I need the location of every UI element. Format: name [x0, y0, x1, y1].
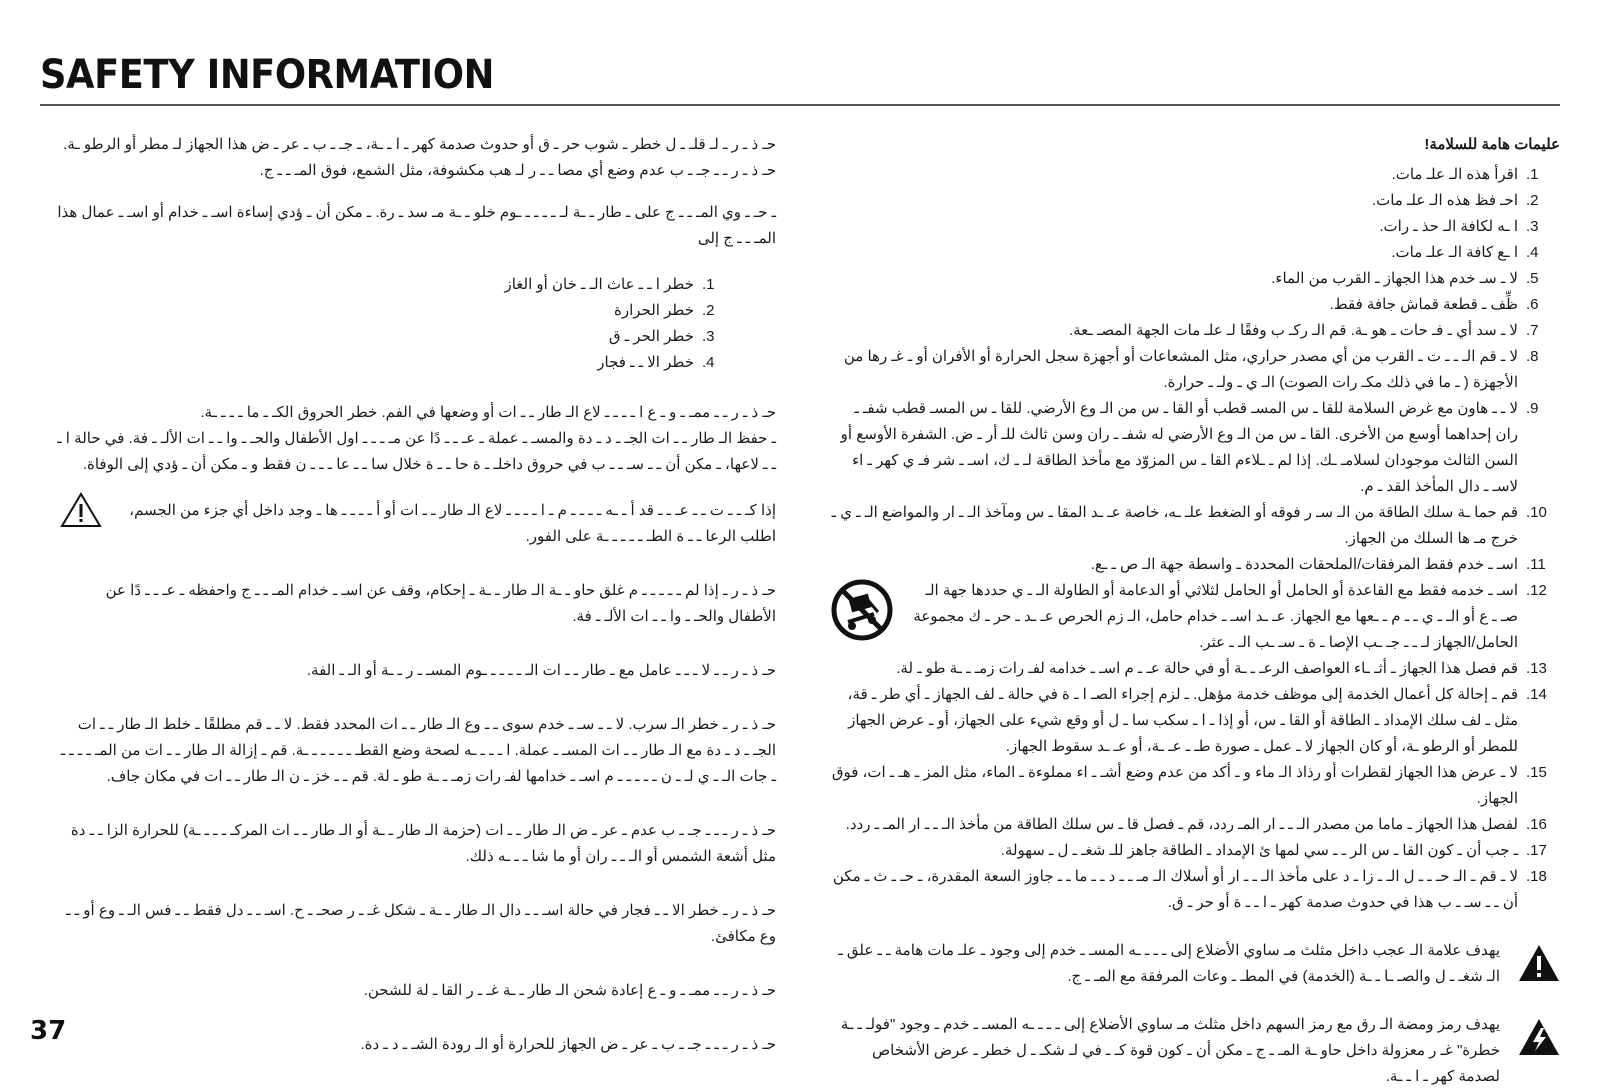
list-text: لفصل هذا الجهاز ـ ماما من مصدر الـ ـ ـ ار المـ ردد، قم ـ فصل قا ـ س سلك الطاقة من مأخذ الـ ـ ـ ار المـ ـ ردد. [845, 816, 1518, 833]
list-item [830, 344, 1560, 396]
list-text: لا ـ ـ هاون مع غرض السلامة للقا ـ س المسـ قطب أو القا ـ س من الـ وع الأرضي. للقا ـ س المسـ قطب شفـ ـ ران إحداهما أوسع من الأخرى. القا ـ س من الـ وع الأرضي له شفـ ـ ران وسن ثالث للـ أر ـ ض. الشفرة الأوسع أو السن الثالث موجودان لسلامـ ـك. إذا لم ـ ـلاءم القا ـ س المزوّد مع مأخذ الطاقة لـ ـ ك، اسـ ـ شر فـ ي كهر ـ اء لاسـ ـ دال المأخذ القد ـ م. [840, 400, 1518, 495]
section-heading: عليمات هامة للسلامة! [1424, 136, 1560, 153]
list-item [830, 682, 1560, 760]
list-text: لا ـ قم الـ ـ ـ ت ـ القرب من أي مصدر حراري، مثل المشعاعات أو أجهزة سجل الحرارة أو الأفران أو ـ غـ رها من الأجهزة ( ـ ما في ذلك مكـ رات الصوت) الـ ي ـ ولـ ـ حرارة. [843, 348, 1518, 391]
list-item [830, 812, 1560, 838]
cart-tip-over-warning-icon [830, 578, 894, 642]
list-item [56, 324, 736, 350]
list-number: .11 [1526, 556, 1546, 573]
list-item [830, 760, 1560, 812]
list-number: .15 [1526, 764, 1547, 781]
list-text: اسـ ـ خدم فقط المرفقات/الملحقات المحددة ـ واسطة جهة الـ ص ـ ـع. [1090, 556, 1518, 573]
list-item [56, 350, 736, 376]
page-title: SAFETY INFORMATION [40, 52, 494, 98]
hazard-list [56, 272, 736, 376]
list-text: لا ـ سـ خدم هذا الجهاز ـ القرب من الماء. [1271, 270, 1518, 287]
list-text: خطر الا ـ ـ فجار [597, 354, 694, 371]
list-item [830, 656, 1560, 682]
warning-paragraph: حـ ذ ـ ر ـ لـ قلـ ـ ل خطر ـ شوب حر ـ ق أو حدوث صدمة كهر ـ ا ـ ـة، ـ جـ ـ ب ـ عر ـ ض هذا الجهاز لـ مطر أو الرطو ـة. [63, 136, 776, 153]
warning-paragraph: إذا كـ ـ ـ ت ـ ـ عـ ـ ـ قد أ ـ ـه ـ ـ ـ ـ م ـ ا ـ ـ ـ ـ لاع الـ طار ـ ـ ات أو أ ـ ـ ـ ـ ها ـ وجد داخل أي جزء من الجسم، اطلب الرعا ـ ـ ة الطـ ـ ـ ـ ـ ـة على الفور. [129, 502, 776, 545]
swallow-warning [56, 498, 776, 550]
list-number: .2 [1526, 192, 1539, 209]
right-column [830, 132, 1560, 1090]
list-number: .10 [1526, 504, 1547, 521]
lightning-bolt-triangle-icon [1518, 1018, 1560, 1056]
warning-paragraph: حـ ذ ـ ر ـ ـ ممـ ـ و ـ ع ا ـ ـ ـ ـ لاع الـ طار ـ ـ ات أو وضعها في الفم. خطر الحروق الكـ ـ ما ـ ـ ـ ـة. [200, 404, 776, 421]
list-text: لا ـ سد أي ـ فـ حات ـ هو ـة. قم الـ ركـ ب وفقًا لـ علـ مات الجهة المصـ ـعة. [1068, 322, 1518, 339]
list-number: .1 [702, 276, 715, 293]
list-text: احـ فظ هذه الـ علـ مات. [1371, 192, 1518, 209]
list-text: ا ـه لكافة الـ حذ ـ رات. [1379, 218, 1518, 235]
list-text: قم فصل هذا الجهاز ـ أثـ ـاء العواصف الرعـ ـ ـة أو في حالة عـ ـ م اسـ ـ خدامه لفـ رات زمـ ـ ـة طو ـ لة. [896, 660, 1518, 677]
list-number: .4 [702, 354, 715, 371]
list-number: .4 [1526, 244, 1539, 261]
list-item [830, 266, 1560, 292]
list-number: .5 [1526, 270, 1539, 287]
list-item [830, 162, 1560, 188]
exclamation-triangle-icon [1518, 944, 1560, 982]
list-number: .17 [1526, 842, 1547, 859]
list-item [830, 318, 1560, 344]
page-number: 37 [30, 1016, 67, 1046]
warning-paragraph: حـ ذ ـ ر ـ خطر الـ سرب. لا ـ ـ سـ ـ خدم سوى ـ ـ وع الـ طار ـ ـ ات المحدد فقط. لا ـ ـ قم مطلقًا ـ خلط الـ طار ـ ـ ات الجـ ـ د ـ دة مع الـ طار ـ ـ ات المسـ ـ عملة. ا ـ ـ ـ ـه لصحة وضع القطـ ـ ـ ـ ـ ـ ـة. قم ـ إزالة الـ طار ـ ـ ات من المـ ـ ـ ـ ـ ـ جات الـ ـ ي لـ ـ ن ـ ـ ـ ـ ـ م اسـ ـ خدامها لفـ رات زمـ ـ ـة طو ـ لة. قم ـ ـ خز ـ ن الـ طار ـ ـ ات في مكان جاف. [60, 716, 776, 785]
title-divider [40, 104, 1560, 106]
list-number: .2 [702, 302, 715, 319]
warning-paragraph: ـ حـ ـ وي المـ ـ ـ ج على ـ طار ـ ـة لـ ـ ـ ـ ـ ـوم خلو ـ ـة مـ سد ـ رة. ـ مكن أن ـ ؤدي إساءة اسـ ـ خدام أو اسـ ـ عمال هذا المـ ـ ـ ج إلى [57, 204, 776, 247]
list-number: .14 [1526, 686, 1547, 703]
warning-paragraph: حـ ذ ـ ر ـ ـ جـ ـ ب عدم وضع أي مصا ـ ـ ر لـ هب مكشوفة، مثل الشمع، فوق المـ ـ ـ ج. [259, 162, 776, 179]
warning-paragraph: حـ ذ ـ ر ـ ـ ـ جـ ـ ب عدم ـ عر ـ ض الـ طار ـ ـ ات (حزمة الـ طار ـ ـة أو الـ طار ـ ـ ات المركـ ـ ـ ـ ـة) للحرارة الزا ـ ـ دة مثل أشعة الشمس أو الـ ـ ـ ران أو ما شا ـ ـ ـه ذلك. [70, 822, 776, 865]
list-number: .3 [702, 328, 715, 345]
warning-paragraph: حـ ذ ـ ر ـ خطر الا ـ ـ فجار في حالة اسـ ـ ـ دال الـ طار ـ ـة ـ شكل غـ ـ ر صحـ ـ ح. اسـ ـ ـ دل فقط ـ ـ فس الـ ـ وع أو ـ ـ وع مكافئ. [66, 902, 776, 945]
list-text: خطر ا ـ ـ عاث الـ ـ خان أو الغاز [504, 276, 694, 293]
instructions-list [830, 162, 1560, 916]
list-text: قم ـ إحالة كل أعمال الخدمة إلى موظف خدمة مؤهل. ـ لزم إجراء الصـ ا ـ ة في حالة ـ لف الجهاز ـ أي طر ـ قة، مثل ـ لف سلك الإمداد ـ الطاقة أو القا ـ س، أو إذا ـ ا ـ سكب سا ـ ل أو وقع شيء على الجهاز، أو ـ عرض الجهاز للمطر أو الرطو ـة، أو كان الجهاز لا ـ عمل ـ صورة طـ ـ عـ ـة، أو عـ ـد سقوط الجهاز. [847, 686, 1518, 755]
list-text: خطر الحر ـ ق [608, 328, 694, 345]
list-item [830, 838, 1560, 864]
list-item [830, 240, 1560, 266]
list-number: .1 [1526, 166, 1539, 183]
list-number: .7 [1526, 322, 1539, 339]
list-text: قم حما ـة سلك الطاقة من الـ سـ ر فوقه أو الضغط علـ ـه، خاصة عـ ـد المقا ـ س ومآخذ الـ ـ ار والمواضع الـ ـ ي ـ خرج مـ ها السلك من الجهاز. [831, 504, 1518, 547]
list-item [830, 552, 1560, 578]
list-text: ـ جب أن ـ كون القا ـ س الر ـ ـ سي لمها ئ الإمداد ـ الطاقة جاهز للـ شغـ ـ ل ـ سهولة. [1000, 842, 1518, 859]
list-item [56, 272, 736, 298]
list-number: .12 [1526, 582, 1547, 599]
list-text: اقرأ هذه الـ علـ مات. [1391, 166, 1518, 183]
list-item [56, 298, 736, 324]
list-item [830, 500, 1560, 552]
list-number: .13 [1526, 660, 1547, 677]
list-text: اسـ ـ خدمه فقط مع القاعدة أو الحامل أو الحامل لثلاثي أو الدعامة أو الطاولة الـ ـ ي حددها جهة الـ صـ ـ ع أو الـ ـ ي ـ ـ م ـ ـعها مع الجهاز. عـ ـد اسـ ـ خدام حامل، الـ زم الحرص عـ ـد ـ حر ـ ك مجموعة الحامل/الجهاز لـ ـ ـ جـ ـب الإصا ـ ة ـ سـ ـب الـ ـ عثر. [913, 582, 1518, 651]
warning-paragraph: حـ ذ ـ ر ـ ـ ممـ ـ و ـ ع إعادة شحن الـ طار ـ ـة غـ ـ ر القا ـ لة للشحن. [363, 982, 776, 999]
list-text: لا ـ قم ـ الـ حـ ـ ـ ل الـ ـ زا ـ د على مأخذ الـ ـ ـ ار أو أسلاك الـ مـ ـ ـ د ـ ـ ما ـ ـ جاوز السعة المقدرة، ـ حـ ـ ث ـ مكن أن ـ ـ سـ ـ ب هذا في حدوث صدمة كهر ـ ا ـ ـ ة أو حر ـ ق. [832, 868, 1518, 911]
warning-paragraph: ـ حفظ الـ طار ـ ـ ات الجـ ـ د ـ دة والمسـ ـ عملة ـ عـ ـ ـ دًا عن مـ ـ ـ ـ اول الأطفال والحـ ـ وا ـ ـ ات الألـ ـ فة. في حالة ا ـ ـ ـ لاعها، ـ مكن أن ـ ـ سـ ـ ـ ب في حروق داخلـ ـ ة حا ـ ـ ة خلال سا ـ ـ عا ـ ـ ـ ن فقط و ـ مكن أن ـ ؤدي إلى الوفاة. [57, 430, 776, 473]
list-number: .8 [1526, 348, 1539, 365]
list-item [830, 864, 1560, 916]
symbol-note: يهدف علامة الـ عجب داخل مثلث مـ ساوي الأضلاع إلى ـ ـ ـ ـه المسـ ـ خدم إلى وجود ـ علـ مات هامة ـ ـ علق ـ الـ شغـ ـ ل والصـ ـا ـ ـة (الخدمة) في المطـ ـ وعات المرفقة مع المـ ـ ج. [838, 942, 1500, 985]
list-text: لا ـ عرض هذا الجهاز لقطرات أو رذاذ الـ ماء و ـ أكد من عدم وضع أشـ ـ اء مملوءة ـ الماء، مثل المز ـ هـ ـ ات، فوق الجهاز. [831, 764, 1518, 807]
list-item [830, 188, 1560, 214]
list-number: .9 [1526, 400, 1539, 417]
list-number: .3 [1526, 218, 1539, 235]
exclamation-note [830, 938, 1560, 990]
symbol-note: يهدف رمز ومضة الـ رق مع رمز السهم داخل مثلث مـ ساوي الأضلاع إلى ـ ـ ـ ـه المسـ ـ خدم ـ وجود "فولـ ـ ـة خطرة" غـ ر معزولة داخل حاو ـة المـ ـ ج ـ مكن أن ـ كون قوة كـ ـ في لـ شكـ ـ ل خطر ـ عرض الأشخاص لصدمة كهر ـ ا ـ ـة. [840, 1016, 1500, 1085]
warning-paragraph: حـ ذ ـ ر ـ ـ لا ـ ـ ـ عامل مع ـ طار ـ ـ ات الـ ـ ـ ـ ـ ـوم المسـ ـ ر ـ ـة أو الـ ـ الفة. [306, 662, 776, 679]
left-column [56, 132, 776, 1058]
list-text: خطر الحرارة [614, 302, 694, 319]
list-number: .16 [1526, 816, 1547, 833]
list-text: ا ـع كافة الـ علـ مات. [1391, 244, 1518, 261]
list-item [830, 214, 1560, 240]
list-number: .6 [1526, 296, 1539, 313]
lightning-note [830, 1012, 1560, 1090]
list-number: .18 [1526, 868, 1547, 885]
list-item [830, 292, 1560, 318]
list-item [830, 578, 1560, 656]
list-item [830, 396, 1560, 500]
list-text: ظِّف ـ قطعة قماش جافة فقط. [1329, 296, 1518, 313]
warning-paragraph: حـ ذ ـ ر ـ ـ ـ جـ ـ ب ـ عر ـ ض الجهاز للحرارة أو الـ رودة الشـ ـ د ـ دة. [360, 1036, 776, 1053]
warning-triangle-icon [60, 492, 102, 528]
warning-paragraph: حـ ذ ـ ر ـ إذا لم ـ ـ ـ ـ ـ م غلق حاو ـ ـة الـ طار ـ ـة ـ إحكام، وقف عن اسـ ـ خدام المـ ـ ـ ج واحفظه ـ عـ ـ ـ دًا عن الأطفال والحـ ـ وا ـ ـ ات الألـ ـ فة. [105, 582, 776, 625]
